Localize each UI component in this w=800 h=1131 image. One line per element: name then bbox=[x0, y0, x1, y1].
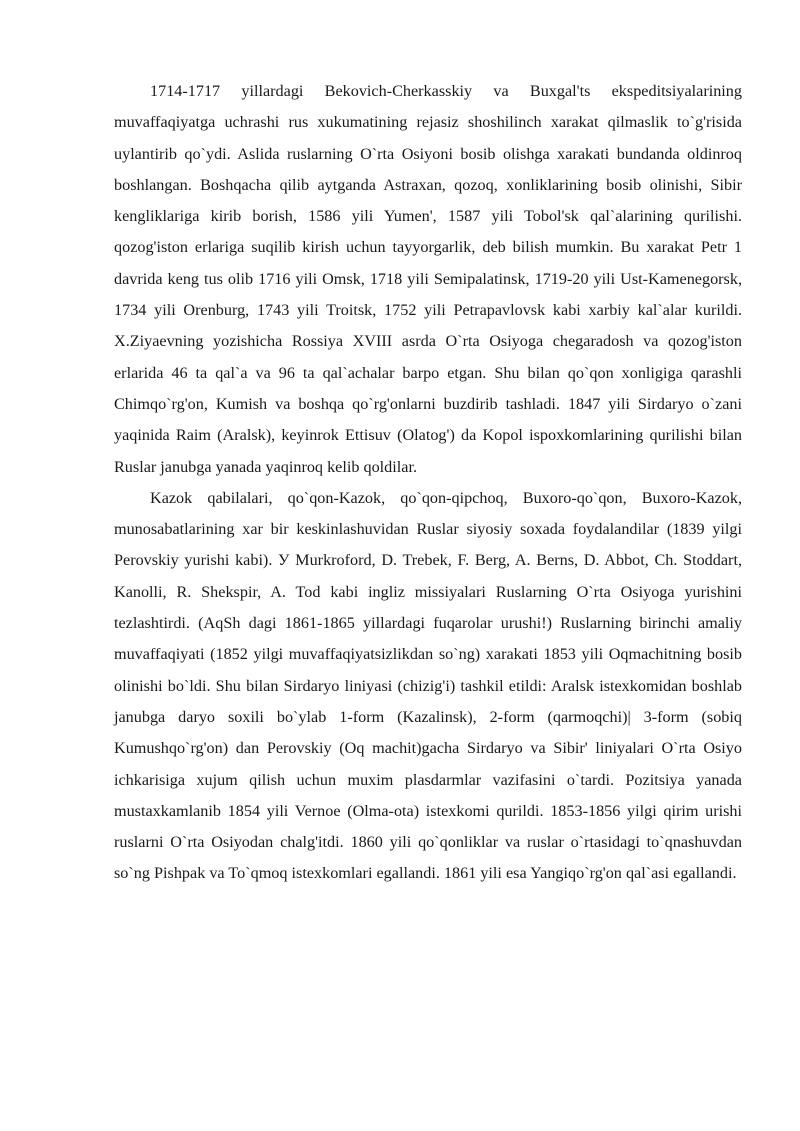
paragraph-2: Kazok qabilalari, qo`qon-Kazok, qo`qon-qipchoq, Buxoro-qo`qon, Buxoro-Kazok, munosabatlarining xar bir keskinlashuvidan Ruslar siyosiy soxada foydalandilar (1839 yilgi Perovskiy yurishi kabi). У Murkroford, D. Trebek, F. Berg, A. Berns, D. Abbot, Ch. Stoddart, Kanolli, R. Shekspir, A. Tod kabi ingliz missiyalari Ruslarning O`rta Osiyoga yurishini tezlashtirdi. (AqSh dagi 1861-1865 yillardagi fuqarolar urushi!) Ruslarning birinchi amaliy muvaffaqiyati (1852 yilgi muvaffaqiyatsizlikdan so`ng) xarakati 1853 yili Oqmachitning bosib olinishi bo`ldi. Shu bilan Sirdaryo liniyasi (chizig'i) tashkil etildi: Aralsk istexkomidan boshlab janubga daryo soxili bo`ylab 1-form (Kazalinsk), 2-form (qarmoqchi)| 3-form (sobiq Kumushqo`rg'on) dan Perovskiy (Oq machit)gacha Sirdaryo va Sibir' liniyalari O`rta Osiyo ichkarisiga xujum qilish uchun muxim plasdarmlar vazifasini o`tardi. Pozitsiya yanada mustaxkamlanib 1854 yili Vernoe (Olma-ota) istexkomi qurildi. 1853-1856 yilgi qirim urishi ruslarni O`rta Osiyodan chalg'itdi. 1860 yili qo`qonliklar va ruslar o`rtasidagi to`qnashuvdan so`ng Pishpak va To`qmoq istexkomlari egallandi. 1861 yili esa Yangiqo`rg'on qal`asi egallandi. bbox=[114, 488, 742, 883]
body-text bbox=[114, 76, 742, 890]
paragraph-1: 1714-1717 yillardagi Bekovich-Cherkasskiy va Buxgal'ts ekspeditsiyalarining muvaffaqiyatga uchrashi rus xukumatining rejasiz shoshilinch xarakat qilmaslik to`g'risida uylantirib qo`ydi. Aslida ruslarning O`rta Osiyoni bosib olishga xarakati bundanda oldinroq boshlangan. Boshqacha qilib aytganda Astraxan, qozoq, xonliklarining bosib olinishi, Sibir kengliklariga kirib borish, 1586 yili Yumen', 1587 yili Tobol'sk qal`alarining qurilishi. qozog'iston erlariga suqilib kirish uchun tayyorgarlik, deb bilish mumkin. Bu xarakat Petr 1 davrida keng tus olib 1716 yili Omsk, 1718 yili Semipalatinsk, 1719-20 yili Ust-Kamenegorsk, 1734 yili Orenburg, 1743 yili Troitsk, 1752 yili Petrapavlovsk kabi xarbiy kal`alar kurildi. X.Ziyaevning yozishicha Rossiya XVIII asrda O`rta Osiyoga chegaradosh va qozog'iston erlarida 46 ta qal`a va 96 ta qal`achalar barpo etgan. Shu bilan qo`qon xonligiga qarashli Chimqo`rg'on, Kumish va boshqa qo`rg'onlarni buzdirib tashladi. 1847 yili Sirdaryo o`zani yaqinida Raim (Aralsk), keyinrok Ettisuv (Olatog') da Kopol ispoxkomlarining qurilishi bilan Ruslar janubga yanada yaqinroq kelib qoldilar. bbox=[114, 82, 742, 476]
